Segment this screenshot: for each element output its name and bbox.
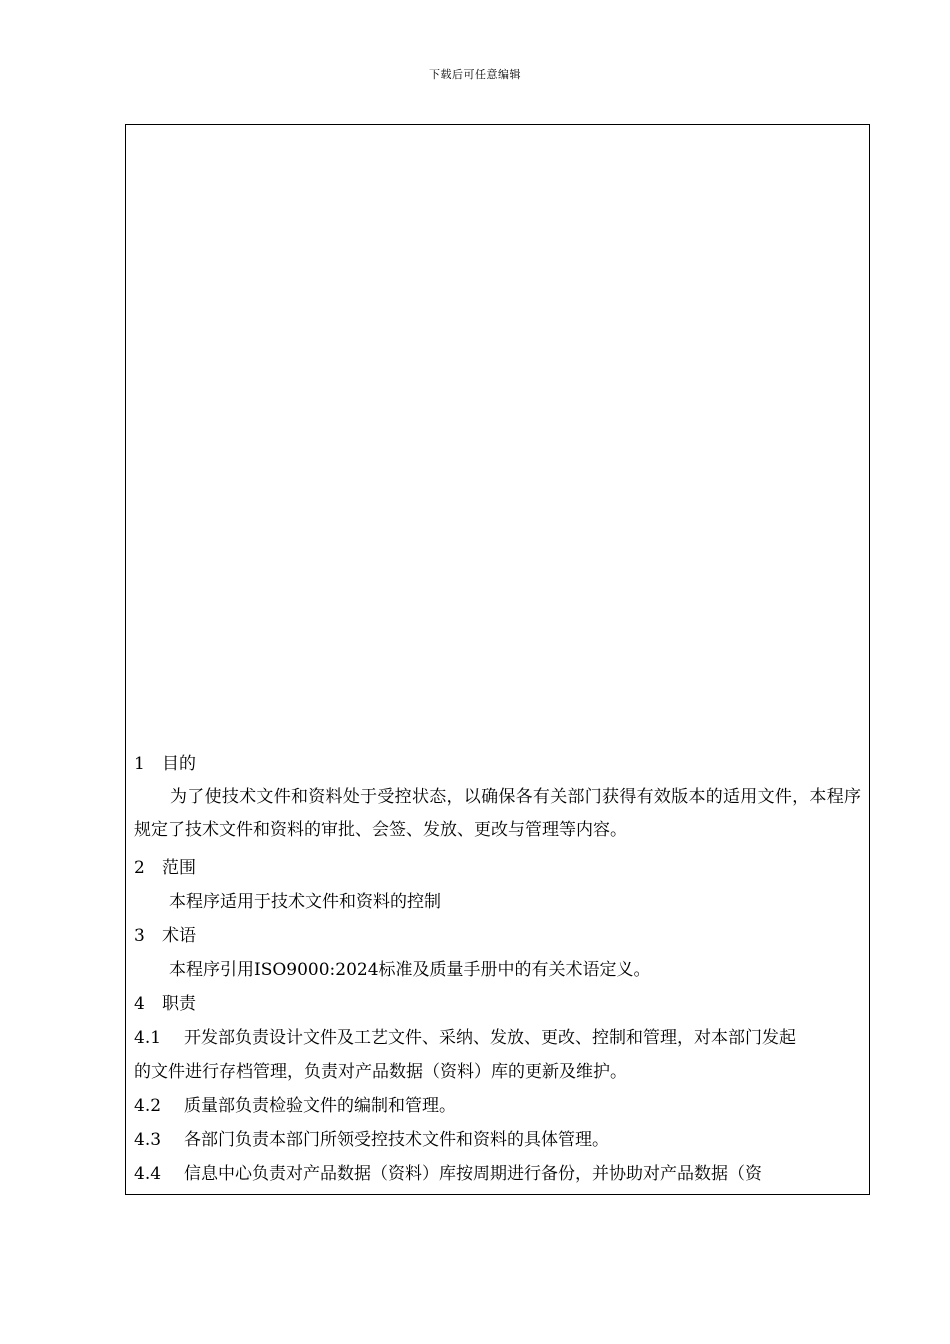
item-text: 质量部负责检验文件的编制和管理。 bbox=[184, 1096, 456, 1116]
item-text: 开发部负责设计文件及工艺文件、采纳、发放、更改、控制和管理，对本部门发起 bbox=[184, 1028, 796, 1048]
item-number: 4.2 bbox=[134, 1096, 162, 1116]
document-body bbox=[134, 747, 861, 1191]
section-number: 3 bbox=[134, 926, 145, 946]
document-frame bbox=[125, 124, 870, 1195]
section-1-heading bbox=[134, 747, 861, 781]
duty-item-4-4 bbox=[134, 1157, 861, 1191]
section-2-text: 本程序适用于技术文件和资料的控制 bbox=[169, 892, 441, 912]
header-note: 下载后可任意编辑 bbox=[429, 68, 521, 81]
section-1-text: 为了使技术文件和资料处于受控状态，以确保各有关部门获得有效版本的适用文件，本程序规定了技术文件和资料的审批、会签、发放、更改与管理等内容。 bbox=[134, 787, 861, 840]
item-text: 各部门负责本部门所领受控技术文件和资料的具体管理。 bbox=[184, 1130, 609, 1150]
item-number: 4.4 bbox=[134, 1164, 162, 1184]
duty-item-4-1-continued: 的文件进行存档管理，负责对产品数据（资料）库的更新及维护。 bbox=[134, 1062, 627, 1082]
item-number: 4.3 bbox=[134, 1130, 162, 1150]
section-3-text: 本程序引用ISO9000:2024标准及质量手册中的有关术语定义。 bbox=[169, 960, 651, 980]
section-title: 范围 bbox=[162, 858, 196, 878]
section-2-heading bbox=[134, 851, 861, 885]
section-number: 2 bbox=[134, 858, 145, 878]
section-4-heading bbox=[134, 987, 861, 1021]
item-number: 4.1 bbox=[134, 1028, 162, 1048]
section-number: 4 bbox=[134, 994, 145, 1014]
section-title: 术语 bbox=[162, 926, 196, 946]
section-title: 目的 bbox=[162, 754, 196, 774]
section-title: 职责 bbox=[162, 994, 196, 1014]
duty-item-4-2 bbox=[134, 1089, 861, 1123]
item-text: 信息中心负责对产品数据（资料）库按周期进行备份，并协助对产品数据（资 bbox=[184, 1164, 762, 1184]
section-number: 1 bbox=[134, 754, 145, 774]
section-3-heading bbox=[134, 919, 861, 953]
duty-item-4-3 bbox=[134, 1123, 861, 1157]
duty-item-4-1 bbox=[134, 1021, 861, 1055]
